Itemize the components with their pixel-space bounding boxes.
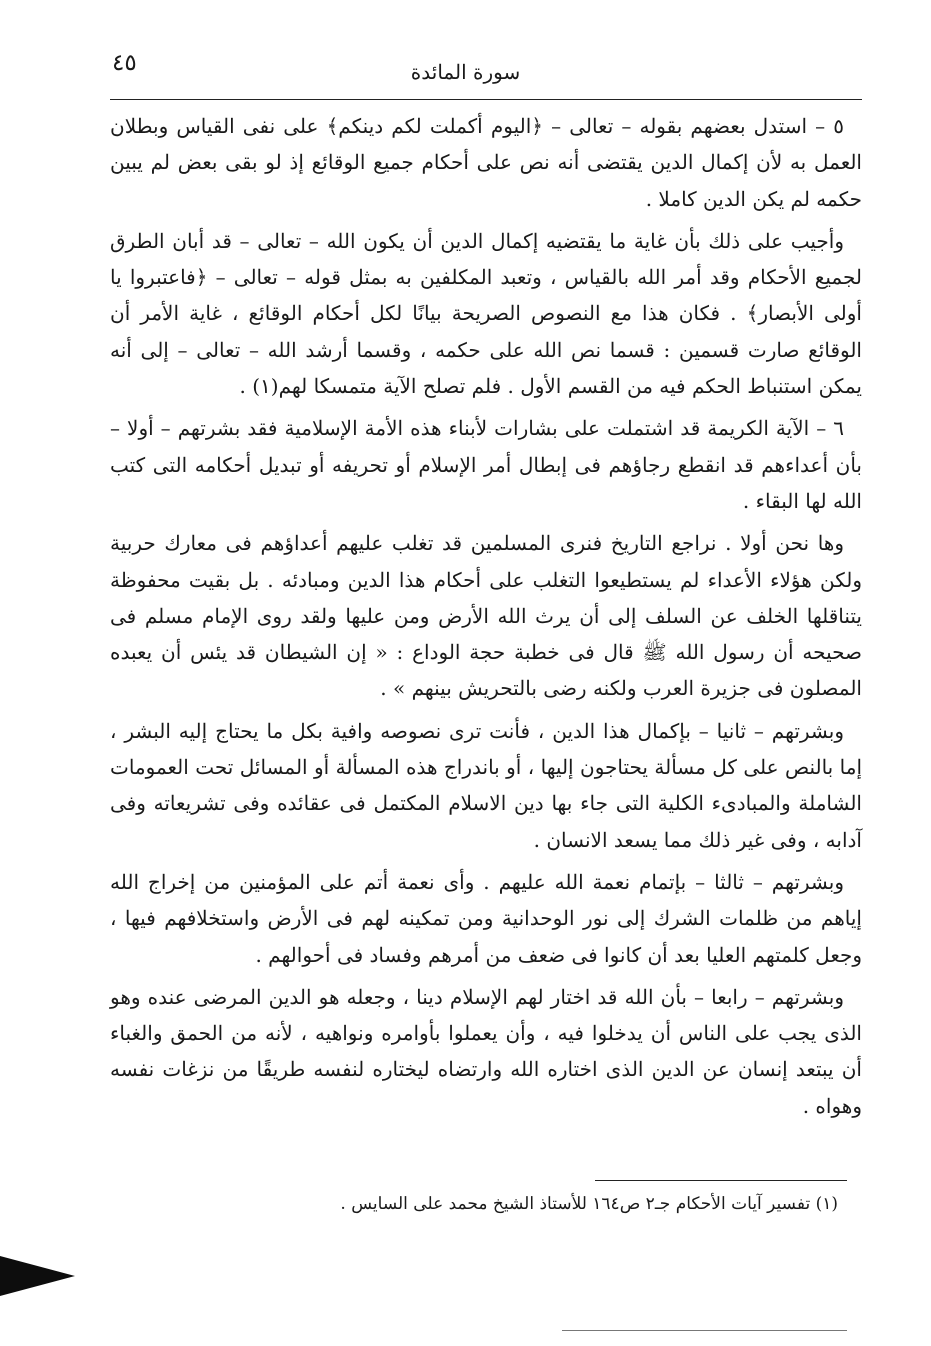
header-divider	[110, 99, 862, 100]
bottom-divider	[562, 1330, 847, 1331]
paragraph-reply: وأجيب على ذلك بأن غاية ما يقتضيه إكمال الدين أن يكون الله – تعالى – قد أبان الطرق لجميع الأحكام وقد أمر الله بالقياس ، وتعبد المكلفين به بمثل قوله – تعالى – ﴿فاعتبروا يا أولى الأبصار﴾ . فكان هذا مع النصوص الصريحة بيانًا لكل أحكام الوقائع ، غاية الأمر أن الوقائع صارت قسمين : قسما نص الله على حكمه ، وقسما أرشد الله – تعالى – إلى أنه يمكن استنباط الحكم فيه من القسم الأول . فلم تصلح الآية متمسكا لهم(١) .	[110, 228, 862, 399]
paragraph-third: وبشرتهم – ثالثا – بإتمام نعمة الله عليهم . وأى نعمة أتم على المؤمنين من إخراج الله إياهم من ظلمات الشرك إلى نور الوحدانية ومن تمكينه لهم فى الأرض واستخلافهم فيها ، وجعل كلمتهم العليا بعد أن كانوا فى ضعف من أمرهم وفساد فى أحوالهم .	[110, 869, 862, 967]
corner-scan-mark	[0, 1256, 75, 1296]
footnote-divider	[595, 1180, 847, 1181]
page-number: ٤٥	[112, 50, 137, 76]
body-text	[110, 108, 862, 1130]
paragraph-5-analogy: ٥ – استدل بعضهم بقوله – تعالى – ﴿اليوم أكملت لكم دينكم﴾ على نفى القياس وبطلان العمل به لأن إكمال الدين يقتضى أنه نص على أحكام جميع الوقائع إذ لو بقى بعض لم يبين حكمه لم يكن الدين كاملا .	[110, 114, 862, 211]
paragraph-history: وها نحن أولا . نراجع التاريخ فنرى المسلمين قد تغلب عليهم أعداؤهم فى معارك حربية ولكن هؤلاء الأعداء لم يستطيعوا التغلب على أحكام هذا الدين ومبادئه . بل بقيت محفوظة يتناقلها الخلف عن السلف إلى أن يرث الله الأرض ومن عليها ولقد روى الإمام مسلم فى صحيحه أن رسول الله ﷺ قال فى خطبة حجة الوداع : « إن الشيطان قد يئس أن يعبده المصلون فى جزيرة العرب ولكنه رضى بالتحريش بينهم » .	[110, 531, 862, 701]
paragraph-6-glad-tidings: ٦ – الآية الكريمة قد اشتملت على بشارات لأبناء هذه الأمة الإسلامية فقد بشرتهم – أولا – بأن أعداءهم قد انقطع رجاؤهم فى إبطال أمر الإسلام أو تحريفه أو تبديل أحكامه التى كتب الله لها البقاء .	[110, 416, 862, 513]
paragraph-fourth: وبشرتهم – رابعا – بأن الله قد اختار لهم الإسلام دينا ، وجعله هو الدين المرضى عنده وهو الذى يجب على الناس أن يدخلوا فيه ، وأن يعملوا بأوامره ونواهيه ، لأنه من الحمق والغباء أن يبتعد إنسان عن الدين الذى اختاره الله وارتضاه ليختاره لنفسه طريقًا من نزغات نفسه وهواه .	[110, 984, 862, 1118]
paragraph-second: وبشرتهم – ثانيا – بإكمال هذا الدين ، فأنت ترى نصوصه وافية بكل ما يحتاج إليه البشر ، إما بالنص على كل مسألة يحتاجون إليها ، أو باندراج هذه المسألة أو المسائل تحت العمومات الشاملة والمبادىء الكلية التى جاء بها دين الاسلام المكتمل فى عقائده وفى تشريعاته وفى آدابه ، وفى غير ذلك مما يسعد الانسان .	[110, 718, 862, 852]
footnote: (١) تفسير آيات الأحكام جـ٢ ص١٦٤ للأستاذ الشيخ محمد على السايس .	[340, 1194, 838, 1214]
running-title: سورة المائدة	[410, 60, 521, 84]
